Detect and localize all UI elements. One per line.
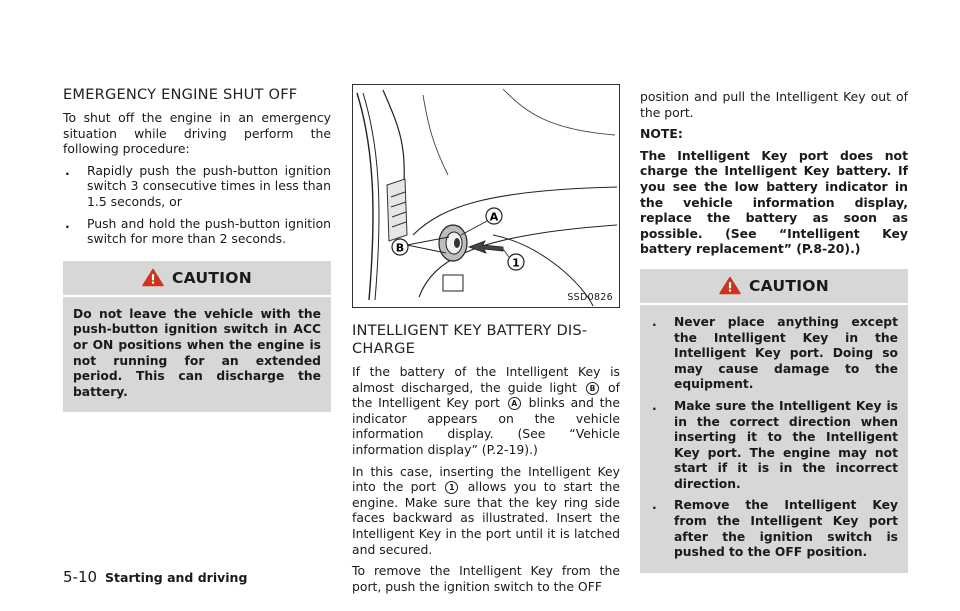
- caution-title: CAUTION: [171, 268, 253, 287]
- ref-1-icon: 1: [445, 481, 458, 494]
- column-1: [63, 86, 331, 412]
- battery-discharge-heading: INTELLIGENT KEY BATTERY DIS-CHARGE: [352, 322, 588, 357]
- bullet-dot: .: [652, 314, 657, 329]
- caution-title: CAUTION: [748, 276, 830, 295]
- warning-triangle-icon: [719, 276, 741, 295]
- column-3: [640, 89, 908, 573]
- text-span: of the Intelligent Key port: [352, 379, 620, 411]
- bullet-text: Never place anything except the Intelligent Key in the Intelligent Key port. Doing so may cause damage to the equipment.: [674, 314, 898, 392]
- caution-header: [63, 261, 331, 295]
- page-number: 5-10: [63, 568, 98, 586]
- text-span: If the battery of the Intelligent Key is almost discharged, the guide light: [352, 364, 620, 395]
- caution-box: [63, 261, 331, 413]
- battery-discharge-p3: To remove the Intelligent Key from the port, push the ignition switch to the OFF: [352, 563, 620, 594]
- bullet-dot: .: [65, 162, 70, 178]
- bullet-dot: .: [65, 215, 70, 231]
- caution-list: [640, 305, 908, 573]
- text-span: In this case, inserting the Intelligent Key into the port: [352, 463, 620, 495]
- ref-b-icon: B: [586, 382, 599, 395]
- list-item: [650, 399, 898, 493]
- bullet-text: Remove the Intelligent Key from the Intelligent Key port after the ignition switch is pushed to the OFF position.: [674, 498, 898, 560]
- page-footer: [63, 568, 247, 586]
- battery-discharge-p2: [352, 464, 620, 558]
- caution-header: [640, 269, 908, 303]
- list-item: [650, 315, 898, 393]
- dashboard-drawing: [353, 85, 619, 307]
- bullet-text: Rapidly push the push-button ignition switch 3 consecutive times in less than 1.5 seconds, or: [87, 162, 331, 209]
- key-port-illustration: [352, 84, 620, 308]
- note-label: NOTE:: [640, 126, 683, 142]
- text-span: blinks and the indicator appears on the vehicle information display. (See “Vehicle information display” (P.2-19).): [352, 395, 620, 457]
- bullet-text: Make sure the Intelligent Key is in the correct direction when inserting it to the Intelligent Key port. The engine may not start if it is in the incorrect direction.: [674, 398, 898, 491]
- emergency-shutoff-heading: EMERGENCY ENGINE SHUT OFF: [63, 86, 298, 103]
- note-text: The Intelligent Key port does not charge the Intelligent Key battery. If you see the low battery indicator in the vehicle information display, replace the battery as soon as possible. (See “Intelligent Key battery replacement” (P.8-20).): [640, 147, 908, 257]
- list-item: [650, 498, 898, 560]
- list-item: [63, 216, 331, 247]
- list-item: [63, 163, 331, 210]
- bullet-dot: .: [652, 398, 657, 413]
- callout-b: B: [395, 241, 405, 255]
- battery-discharge-p1: [352, 364, 620, 458]
- section-title: Starting and driving: [105, 570, 248, 585]
- text-span: allows you to start the engine. Make sure that the key ring side faces backward as illustrated. Insert the Intelligent Key in the port until it is latched and secured.: [352, 479, 620, 557]
- warning-triangle-icon: [142, 268, 164, 287]
- figure-id: SSD0826: [567, 292, 613, 303]
- caution-box: [640, 269, 908, 573]
- caution-text: Do not leave the vehicle with the push-button ignition switch in ACC or ON positions when the engine is not running for an extended period. This can discharge the battery.: [73, 306, 321, 399]
- callout-1: 1: [512, 256, 520, 270]
- column-2: [352, 86, 620, 600]
- removal-continued: position and pull the Intelligent Key out of the port.: [640, 89, 908, 120]
- emergency-intro: To shut off the engine in an emergency situation while driving perform the following procedure:: [63, 110, 331, 157]
- bullet-text: Push and hold the push-button ignition switch for more than 2 seconds.: [87, 215, 331, 247]
- callout-a: A: [489, 210, 499, 224]
- bullet-dot: .: [652, 498, 657, 513]
- ref-a-icon: A: [508, 397, 521, 410]
